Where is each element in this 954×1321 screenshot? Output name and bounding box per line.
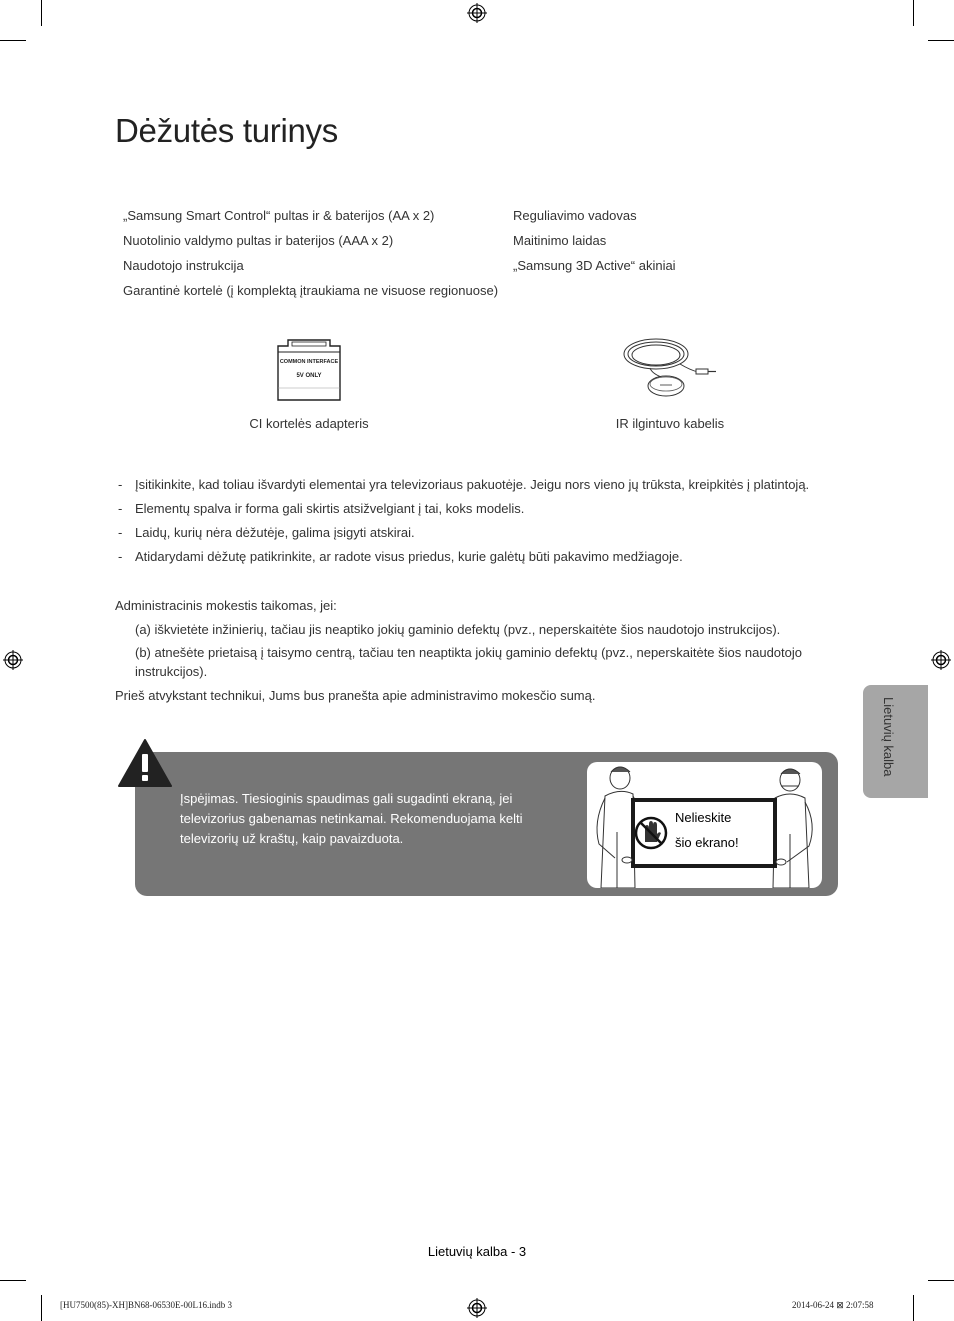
registration-mark-icon [931,650,951,670]
admin-outro: Prieš atvykstant technikui, Jums bus pranešta apie administravimo mokesčio sumą. [115,688,596,703]
warning-triangle-icon [117,738,173,788]
notes-list [118,476,809,572]
crop-mark [41,0,42,26]
print-footer-timestamp: 2014-06-24 ⊠ 2:07:58 [792,1300,874,1310]
list-item: - Įsitikinkite, kad toliau išvardyti elementai yra televizoriaus pakuotėje. Jeigu nors vieno jų trūksta, kreipkitės į platintoją. [118,477,810,492]
tv-carrying-illustration [587,762,822,888]
list-item: Reguliavimo vadovas [513,208,637,223]
list-item: Maitinimo laidas [513,233,607,248]
list-item: - Laidų, kurių nėra dėžutėje, galima įsigyti atskirai. [118,525,415,540]
crop-mark [913,1295,914,1321]
ir-cable-caption: IR ilgintuvo kabelis [615,416,725,431]
list-item: „Samsung 3D Active“ akiniai [513,258,676,273]
ci-card-adapter-image [272,338,346,404]
contents-column-right [513,207,676,282]
list-item: „Samsung Smart Control“ pultas ir & baterijos (AA x 2) [123,208,435,223]
print-footer-file: [HU7500(85)-XH]BN68-06530E-00L16.indb 3 [60,1300,232,1310]
tv-screen-label-line2: šio ekrano! [675,835,739,850]
administration-fee-section [115,596,815,705]
crop-mark [928,40,954,41]
ci-adapter-caption: CI kortelės adapteris [249,416,369,431]
warning-body: . Tiesioginis spaudimas gali sugadinti ekraną, jei televizorius gabenamas netinkamai. Rekomenduojama kelti televizorių už kraštų, kaip pavaizduota. [180,791,523,846]
warning-text [180,789,570,849]
registration-mark-icon [3,650,23,670]
ir-cable-image [620,334,720,402]
language-side-tab [863,685,928,798]
crop-mark [0,40,26,41]
admin-item-a: (a) iškvietėte inžinierių, tačiau jis neaptiko jokių gaminio defektų (pvz., neperskaitėte šios naudotojo instrukcijos). [135,622,781,637]
warning-label: Įspėjimas [180,791,235,806]
tv-screen-label-line1: Nelieskite [675,810,732,825]
page-number: Lietuvių kalba - 3 [427,1244,527,1259]
crop-mark [41,1295,42,1321]
registration-mark-icon [467,3,487,23]
crop-mark [913,0,914,26]
admin-item-b: (b) atnešėte prietaisą į taisymo centrą, tačiau ten neaptikta jokių gaminio defektų (pvz., neperskaitėte šios naudotojo instrukcijos). [135,645,802,679]
page-title: Dėžutės turinys [115,112,338,149]
list-item: Nuotolinio valdymo pultas ir baterijos (AAA x 2) [123,233,394,248]
list-item: - Elementų spalva ir forma gali skirtis atsižvelgiant į tai, koks modelis. [118,501,525,516]
list-item: Naudotojo instrukcija [123,258,244,273]
registration-mark-icon [467,1298,487,1318]
side-tab-label: Lietuvių kalba [881,697,896,777]
list-item: Garantinė kortelė (į komplektą įtraukiama ne visuose regionuose) [123,283,499,298]
ci-label-line1: COMMON INTERFACE [279,359,339,365]
list-item: - Atidarydami dėžutę patikrinkite, ar radote visus priedus, kurie galėtų būti pakavimo medžiagoje. [118,549,683,564]
admin-intro: Administracinis mokestis taikomas, jei: [115,598,337,613]
crop-mark [928,1280,954,1281]
contents-column-left [123,207,498,307]
crop-mark [0,1280,26,1281]
ci-label-line2: 5V ONLY [296,373,322,379]
